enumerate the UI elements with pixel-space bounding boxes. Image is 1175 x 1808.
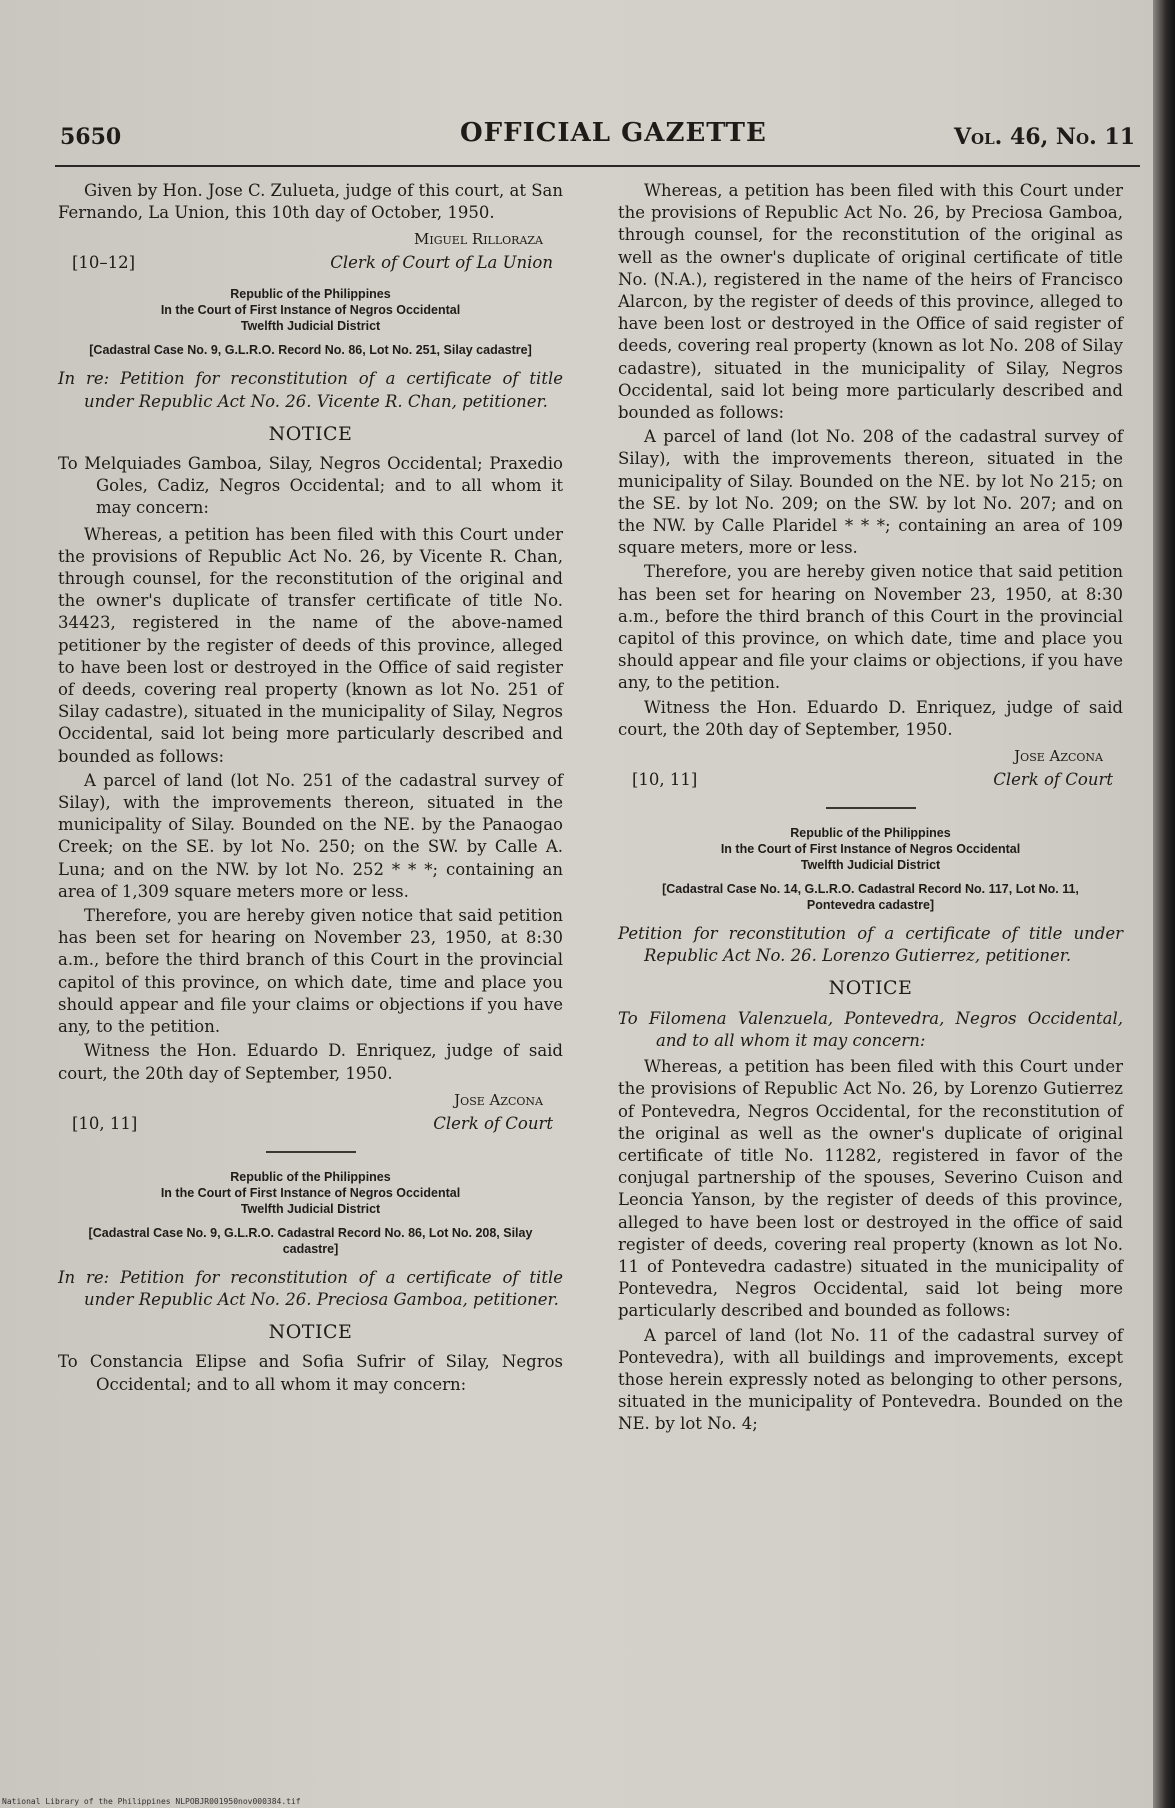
signature-block bbox=[618, 745, 1123, 797]
in-re-caption: In re: Petition for reconstitution of a certificate of title under Republic Act No. 26. Preciosa Gamboa, petitioner. bbox=[58, 1267, 563, 1309]
header-rule bbox=[55, 165, 1140, 167]
paragraph: Witness the Hon. Eduardo D. Enriquez, judge of said court, the 20th day of September, 1950. bbox=[618, 697, 1123, 739]
addressee: To Melquiades Gamboa, Silay, Negros Occidental; Praxedio Goles, Cadiz, Negros Occidental; and to all whom it may concern: bbox=[58, 454, 563, 518]
in-re-caption: In re: Petition for reconstitution of a certificate of title under Republic Act No. 26. Vicente R. Chan, petitioner. bbox=[58, 369, 563, 411]
case-reference: [Cadastral Case No. 9, G.L.R.O. Record No. 86, Lot No. 251, Silay cadastre] bbox=[89, 343, 532, 358]
page-edge-shadow bbox=[1153, 0, 1175, 1808]
page-header bbox=[60, 118, 1135, 158]
right-column bbox=[618, 180, 1123, 1438]
page-number: 5650 bbox=[60, 124, 122, 150]
scan-footer: National Library of the Philippines NLPOBJR001950nov000384.tif bbox=[2, 1797, 301, 1806]
signatory-role: Clerk of Court bbox=[993, 770, 1113, 790]
signatory-name: Jose Azcona bbox=[454, 1090, 543, 1109]
paragraph: Witness the Hon. Eduardo D. Enriquez, judge of said court, the 20th day of September, 1950. bbox=[58, 1041, 563, 1083]
case-reference: [Cadastral Case No. 9, G.L.R.O. Cadastral Record No. 86, Lot No. 208, Silay cadastre] bbox=[88, 1225, 533, 1256]
issue-reference: [10, 11] bbox=[632, 770, 698, 790]
paragraph: Whereas, a petition has been filed with this Court under the provisions of Republic Act No. 26, by Vicente R. Chan, through counsel, for the reconstitution of the original and the owner's duplicate of transfer certificate of title No. 34423, registered in the name of the above-named petitioner by the register of deeds of this province, alleged to have been lost or destroyed in the Office of said register of deeds, covering real property (known as lot No. 251 of Silay cadastre), situated in the municipality of Silay, Negros Occidental, said lot being more particularly described and bounded as follows: bbox=[58, 524, 563, 766]
left-column bbox=[58, 180, 563, 1400]
court-line: Republic of the Philippines bbox=[230, 1169, 391, 1184]
paragraph: Therefore, you are hereby given notice that said petition has been set for hearing on November 23, 1950, at 8:30 a.m., before the third branch of this Court in the provincial capitol of this province, on which date, time and place you should appear and file your claims or objections, if you have any, to the petition. bbox=[618, 562, 1123, 693]
court-heading bbox=[618, 825, 1123, 873]
paragraph: Whereas, a petition has been filed with this Court under the provisions of Republic Act No. 26, by Lorenzo Gutierrez of Pontevedra, Negros Occidental, for the reconstitution of the original as well as the owner's duplicate of original certificate of title No. 11282, registered in favor of the conjugal partnership of the spouses, Severino Cuison and Leoncia Yanson, by the register of deeds of this province, alleged to have been lost or destroyed in the office of said register of deeds, covering real property (known as lot No. 11 of Pontevedra cadastre) situated in the municipality of Pontevedra, Negros Occidental, said lot being more particularly described and bounded as follows: bbox=[618, 1057, 1123, 1321]
paragraph: Therefore, you are hereby given notice that said petition has been set for hearing on November 23, 1950, at 8:30 a.m., before the third branch of this Court in the provincial capitol of this province, on which date, time and place you should appear and file your claims or objections if you have any, to the petition. bbox=[58, 906, 563, 1037]
court-line: In the Court of First Instance of Negros Occidental bbox=[720, 842, 1021, 857]
court-heading bbox=[58, 1169, 563, 1217]
court-line: Twelfth Judicial District bbox=[800, 858, 941, 873]
signature-block bbox=[58, 1089, 563, 1141]
court-line: In the Court of First Instance of Negros Occidental bbox=[160, 1185, 461, 1200]
court-line: In the Court of First Instance of Negros Occidental bbox=[160, 303, 461, 318]
addressee: To Filomena Valenzuela, Pontevedra, Negros Occidental, and to all whom it may concern: bbox=[618, 1008, 1123, 1050]
court-heading bbox=[58, 286, 563, 334]
addressee: To Constancia Elipse and Sofia Sufrir of Silay, Negros Occidental; and to all whom it may concern: bbox=[58, 1352, 563, 1394]
signatory-name: Miguel Rilloraza bbox=[414, 230, 543, 249]
section-divider bbox=[826, 807, 916, 809]
section-divider bbox=[266, 1151, 356, 1153]
court-line: Republic of the Philippines bbox=[790, 826, 951, 841]
volume-label: Vol. 46, No. 11 bbox=[953, 124, 1135, 150]
signatory-role: Clerk of Court of La Union bbox=[330, 253, 553, 273]
issue-reference: [10, 11] bbox=[72, 1113, 138, 1133]
notice-title: NOTICE bbox=[828, 977, 913, 1000]
journal-title: OFFICIAL GAZETTE bbox=[460, 118, 767, 148]
continued-paragraph: Given by Hon. Jose C. Zulueta, judge of this court, at San Fernando, La Union, this 10th day of October, 1950. bbox=[58, 181, 563, 223]
in-re-caption: Petition for reconstitution of a certificate of title under Republic Act No. 26. Lorenzo Gutierrez, petitioner. bbox=[618, 924, 1123, 966]
paragraph: A parcel of land (lot No. 11 of the cadastral survey of Pontevedra), with all buildings and improvements, except those herein expressly noted as belonging to other persons, situated in the municipality of Pontevedra. Bounded on the NE. by lot No. 4; bbox=[618, 1325, 1123, 1434]
case-reference: [Cadastral Case No. 14, G.L.R.O. Cadastral Record No. 117, Lot No. 11, Pontevedra cadastre] bbox=[662, 882, 1079, 913]
signatory-name: Jose Azcona bbox=[1014, 747, 1103, 766]
notice-title: NOTICE bbox=[268, 1321, 353, 1344]
signatory-role: Clerk of Court bbox=[433, 1113, 553, 1133]
signature-block bbox=[58, 228, 563, 280]
court-line: Republic of the Philippines bbox=[230, 287, 391, 302]
paragraph: Whereas, a petition has been filed with this Court under the provisions of Republic Act No. 26, by Preciosa Gamboa, through counsel, for the reconstitution of the original as well as the owner's duplicate of original certificate of title No. (N.A.), registered in the name of the heirs of Francisco Alarcon, by the register of deeds of this province, alleged to have been lost or destroyed in the Office of said register of deeds, covering real property (known as lot No. 208 of Silay cadastre), situated in the municipality of Silay, Negros Occidental, said lot being more particularly described and bounded as follows: bbox=[618, 181, 1123, 423]
court-line: Twelfth Judicial District bbox=[240, 319, 381, 334]
court-line: Twelfth Judicial District bbox=[240, 1201, 381, 1216]
issue-reference: [10–12] bbox=[72, 253, 136, 273]
paragraph: A parcel of land (lot No. 208 of the cadastral survey of Silay), with the improvements thereon, situated in the municipality of Silay. Bounded on the NE. by lot No 215; on the SE. by lot No. 209; on the SW. by lot No. 207; and on the NW. by Calle Plaridel * * *; containing an area of 109 square meters, more or less. bbox=[618, 427, 1123, 558]
notice-title: NOTICE bbox=[268, 422, 353, 445]
paragraph: A parcel of land (lot No. 251 of the cadastral survey of Silay), with the improvements thereon, situated in the municipality of Silay. Bounded on the NE. by the Panaogao Creek; on the SE. by lot No. 250; on the SW. by Calle A. Luna; and on the NW. by lot No. 252 * * *; containing an area of 1,309 square meters more or less. bbox=[58, 770, 563, 901]
